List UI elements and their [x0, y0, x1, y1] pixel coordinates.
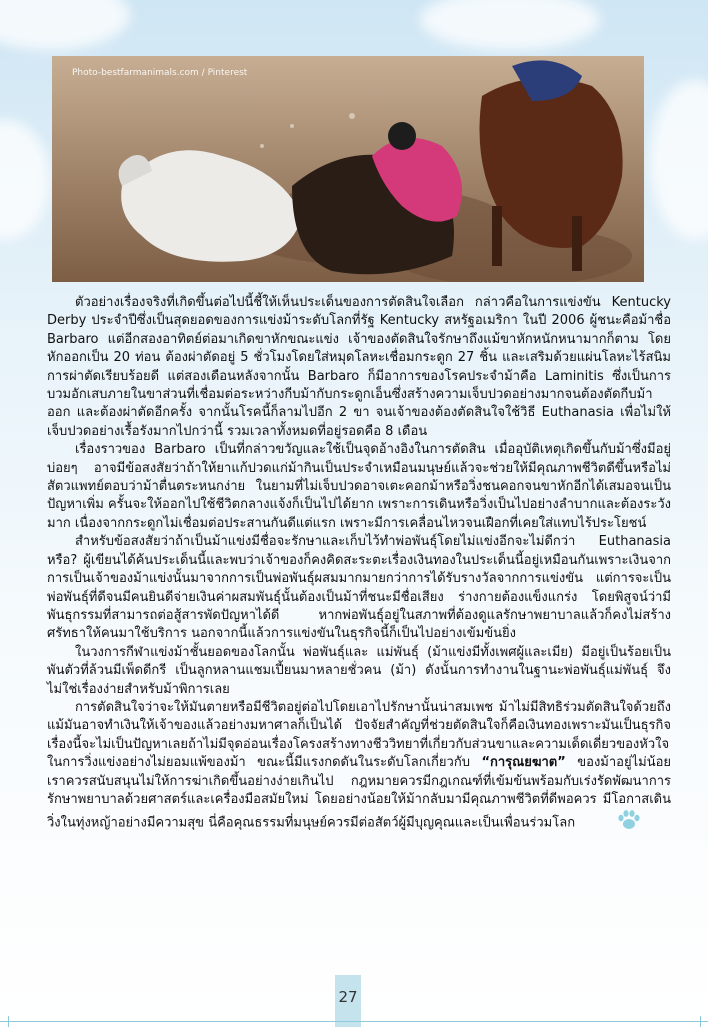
- corner-mark: [700, 1016, 701, 1027]
- article-paragraph: [47, 699, 671, 838]
- background-cloud: [0, 0, 130, 50]
- bottom-rule: [0, 1021, 708, 1022]
- background-cloud: [0, 120, 50, 240]
- background-cloud: [650, 80, 708, 240]
- background-cloud: [420, 0, 600, 50]
- photo-credit: Photo-bestfarmanimals.com / Pinterest: [72, 68, 248, 78]
- paragraph-text: ของม้าอยู่ไม่น้อย เราควรสนับสนุนไม่ให้การฆ่าเกิดขึ้นอย่างง่ายเกินไป กฎหมายควรมีกฎเกณฑ์ที่เข้มข้นพร้อมกับเร่งรัดพัฒนาการรักษาพยาบาลด้วยศาสตร์และเครื่องมือสมัยใหม่ โดยอย่างน้อยให้ม้ากลับมามีคุณภาพชีวิตที่ดีพอควร มีโอกาสเดินวิ่งในทุ่งหญ้าอย่างมีความสุข นี่คือคุณธรรมที่มนุษย์ควรมีต่อสัตว์ผู้มีบุญคุณและเป็นเพื่อนร่วมโลก: [47, 755, 672, 832]
- horse-race-photo: [52, 56, 644, 282]
- article-paragraph: ตัวอย่างเรื่องจริงที่เกิดขึ้นต่อไปนี้ชี้ให้เห็นประเด็นของการตัดสินใจเลือก กล่าวคือในการแข่งขัน Kentucky Derby ประจำปีซึ่งเป็นสุดยอดของการแข่งม้าระดับโลกที่รัฐ Kentucky สหรัฐอเมริกา ในปี 2006 ผู้ชนะคือม้าชื่อ Barbaro แต่อีกสองอาทิตย์ต่อมาเกิดขาหักขณะแข่ง เจ้าของตัดสินใจรักษาถึงแม้ขาหักหนักหนามากก็ตาม โดยหักออกเป็น 20 ท่อน ต้องผ่าตัดอยู่ 5 ชั่วโมงโดยใส่หมุดโลหะเชื่อมกระดูก 27 ชิ้น และเสริมด้วยแผ่นโลหะไร้สนิม การผ่าตัดเรียบร้อยดี แต่สองเดือนหลังจากนั้น Barbaro ก็มีอาการของโรคประจำม้าคือ Laminitis ซึ่งเป็นการบวมอักเสบภายในขาส่วนที่เชื่อมต่อระหว่างกีบม้ากับกระดูกเอ็นซึ่งสร้างความเจ็บปวดอย่างมากจนต้องตัดกีบม้าออก และต้องผ่าตัดอีกครั้ง จากนั้นโรคนี้ก็ลามไปอีก 2 ขา จนเจ้าของต้องตัดสินใจใช้วิธี Euthanasia เพื่อไม่ให้เจ็บปวดอย่างเรื้อรังมากไปกว่านี้ รวมเวลาทั้งหมดที่อยู่รอดคือ 8 เดือน: [47, 295, 671, 439]
- article-paragraph: เรื่องราวของ Barbaro เป็นที่กล่าวขวัญและใช้เป็นจุดอ้างอิงในการตัดสิน เมื่ออุบัติเหตุเกิดขึ้นกับม้าซึ่งมีอยู่บ่อยๆ อาจมีข้อสงสัยว่าถ้าให้ยาแก้ปวดแก่ม้ากินเป็นประจำเหมือนมนุษย์แล้วจะช่วยให้มีคุณภาพชีวิตดีขึ้นหรือไม่ สัตวแพทย์ตอบว่าม้าตื่นตระหนกง่าย ในยามที่ไม่เจ็บปวดอาจเตะคอกม้าหรือวิ่งชนคอกจนขาหักอีกได้เสมอจนเป็นปัญหาเพิ่ม ครั้นจะให้ออกไปใช้ชีวิตกลางแจ้งก็เป็นไปได้ยาก เพราะการเดินหรือวิ่งเป็นไปอย่างลำบากและต้องระวังมาก เนื่องจากกระดูกไม่เชื่อมต่อประสานกันดีแต่แรก เพราะมีการเคลื่อนไหวจนเฝือกที่เคยใส่แทบไร้ประโยชน์: [47, 442, 671, 531]
- page-number: 27: [335, 975, 361, 1027]
- article-paragraph: สำหรับข้อสงสัยว่าถ้าเป็นม้าแข่งมีชื่อจะรักษาและเก็บไว้ทำพ่อพันธุ์โดยไม่แข่งอีกจะไม่ดีกว่า Euthanasia หรือ? ผู้เขียนได้ค้นประเด็นนี้และพบว่าเจ้าของก็คงคิดสะระตะเรื่องเงินทองในประเด็นนี้อยู่เหมือนกันเพราะเงินจากการเป็นเจ้าของม้าแข่งนั้นมาจากการเป็นพ่อพันธุ์ผสมมากมายกว่าการได้รับรางวัลจากการแข่งขัน แต่การจะเป็นพ่อพันธุ์ที่ดีจนมีคนยินดีจ่ายเงินค่าผสมพันธุ์นั้นต้องเป็นม้าที่ชนะมีชื่อเสียง ร่างกายต้องแข็งแกร่ง โดยพิสูจน์ว่ามีพันธุกรรมที่สามารถต่อสู้สารพัดปัญหาได้ดี หากพ่อพันธุ์อยู่ในสภาพที่ต้องดูแลรักษาพยาบาลแล้วก็คงไม่สร้างศรัทธาให้คนมาใช้บริการ นอกจากนี้แล้วการแข่งขันในธุรกิจนี้ก็เป็นไปอย่างเข้มข้นยิ่ง: [47, 534, 671, 642]
- paragraph-text: การตัดสินใจว่าจะให้มันตายหรือมีชีวิตอยู่ต่อไปโดยเอาไปรักษานั้นน่าสมเพช ม้าไม่มีสิทธิร่วมตัดสินใจด้วยถึงแม้มันอาจทำเงินให้เจ้าของแล้วอย่างมหาศาลก็เป็นได้ ปัจจัยสำคัญที่ช่วยตัดสินใจก็คือเงินทองเพราะมันเป็นธุรกิจ เรื่องนี้จะไม่เป็นปัญหาเลยถ้าไม่มีจุดอ่อนเรื่องโครงสร้างทางชีววิทยาที่เกี่ยวกับส่วนขาและความเด็ดเดี่ยวของหัวใจในการวิ่งแข่งอย่างไม่ยอมแพ้ของม้า ขณะนี้มีแรงกดดันในระดับโลกเกี่ยวกับ: [47, 699, 671, 771]
- horse-fall-illustration: [52, 56, 644, 282]
- article-paragraph: ในวงการกีฬาแข่งม้าชั้นยอดของโลกนั้น พ่อพันธุ์และ แม่พันธุ์ (ม้าแข่งมีทั้งเพศผู้และเมีย) มีอยู่เป็นร้อยเป็นพันตัวที่ล้วนมีเพ็ดดีกรี เป็นลูกหลานแชมเปี้ยนมาหลายชั่วคน (ม้า) ดังนั้นการทำงานในฐานะพ่อพันธุ์แม่พันธุ์ จึงไม่ใช่เรื่องง่ายสำหรับม้าพิการเลย: [47, 644, 671, 697]
- corner-mark: [8, 1016, 9, 1027]
- article-body: [47, 294, 671, 838]
- emphasis-term: “การุณยฆาต”: [481, 755, 566, 771]
- paw-print-icon: [589, 809, 641, 837]
